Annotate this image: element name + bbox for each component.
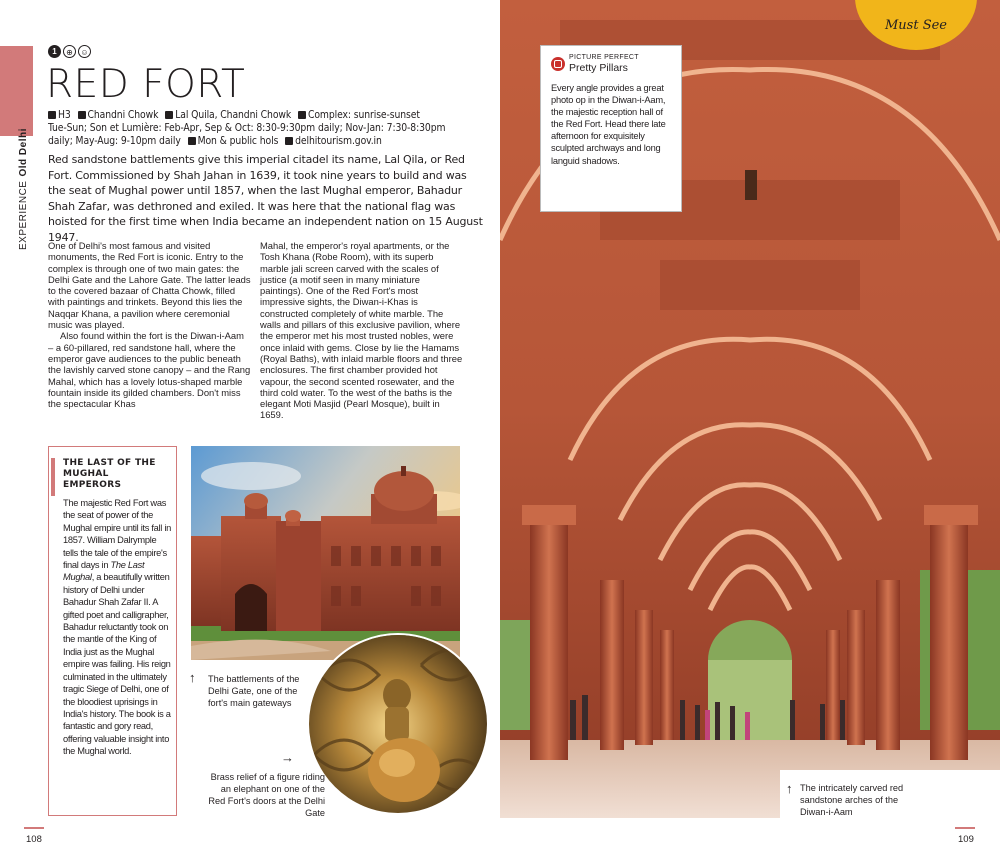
arches-caption-box (780, 770, 1000, 818)
arches-caption: The intricately carved red sandstone arches of the Diwan-i-Aam (800, 783, 904, 817)
hours-line-3: daily; May-Aug: 9-10pm daily (48, 135, 181, 147)
area-name: Old Delhi (18, 128, 29, 177)
page-number-rule (955, 827, 975, 829)
number-icon: 1 (48, 45, 61, 58)
fort-caption: The battlements of the Delhi Gate, one of the fort's main gateways (208, 674, 300, 708)
brass-relief-illustration (309, 635, 489, 815)
delhi-gate-photo (191, 446, 460, 660)
body-column-1 (48, 240, 251, 409)
body-paragraph: Also found within the fort is the Diwan-i-Aam – a 60-pillared, red sandstone hall, where the emperor gave audiences to the public beneath the lavishly carved stone canopy – and the Rang Mahal, which has a lovely lotus-shaped marble fountain inside its gilded chambers. Don't miss the spectacular Khas (48, 330, 251, 410)
right-page (500, 0, 1000, 868)
camera-icon (551, 57, 565, 71)
page-number: 108 (26, 834, 42, 845)
sidebar-title: THE LAST OF THE MUGHAL EMPERORS (63, 458, 156, 490)
arrow-right-icon: → (281, 750, 294, 765)
picture-perfect-title: Pretty Pillars (569, 62, 628, 74)
map-pin-icon: ⊕ (63, 45, 76, 58)
body-paragraph: One of Delhi's most famous and visited monuments, the Red Fort is iconic. Entry to the complex is through one of two main gates: the Delhi Gate and the Lahore Gate. The latter leads to the covered bazaar of Chatta Chowk, filled with paintings and trinkets. Beyond this lies the Naqqar Khana, a pavilion where ceremonial music was played. (48, 240, 251, 331)
metro-2: Lal Quila, Chandni Chowk (175, 109, 292, 121)
website-link[interactable]: delhitourism.gov.in (295, 135, 382, 147)
clock-icon (298, 111, 306, 119)
must-see-label: Must See (884, 18, 947, 33)
page-title: RED FORT (46, 62, 246, 107)
closed-days: Mon & public hols (197, 135, 279, 147)
closed-icon (188, 137, 196, 145)
hours-line-2: Tue-Sun; Son et Lumière: Feb-Apr, Sep & Oct: 8:30-9:30pm daily; Nov-Jan: 7:30-8:30pm (48, 122, 446, 134)
sidebar-text (63, 497, 173, 758)
arrow-up-icon: ↑ (786, 781, 793, 796)
page-number-rule (24, 827, 44, 829)
metro-icon (165, 111, 173, 119)
picture-perfect-text: Every angle provides a great photo op in the Diwan-i-Aam, the majestic reception hall of the Red Fort. Head there late afternoon for exquisitely sculpted archways and long languid shadows. (551, 83, 666, 166)
opening-hours: Complex: sunrise-sunset (307, 109, 420, 121)
grid-ref: H3 (58, 109, 71, 121)
sidebar-text-b: , a beautifully written history of Delhi under Bahadur Shah Zafar II. A gifted poet and calligrapher, Bahadur reluctantly took on the mantle of the King of India just as the Mughal empire was failing. His reign culminated in the ultimately tragic Siege of Delhi, one of the bloodiest uprisings in India's history. The book is a fantastic and gory read, offering valuable insight into the Mughal world. (63, 572, 171, 757)
sidebar-accent-bar (51, 458, 55, 496)
section-side-label (18, 128, 29, 250)
delhi-gate-illustration (191, 446, 460, 660)
visitor-info (48, 109, 488, 148)
page-number: 109 (958, 834, 974, 845)
section-name: EXPERIENCE (18, 180, 29, 250)
family-icon: ☺ (78, 45, 91, 58)
picture-perfect-box (540, 45, 682, 212)
feature-icons (48, 45, 91, 58)
brass-caption: Brass relief of a figure riding an elephant on one of the Red Fort's doors at the Delhi Gate (208, 772, 325, 818)
metro-1: Chandni Chowk (87, 109, 159, 121)
sidebar-box (48, 446, 177, 816)
sidebar-text-a: The majestic Red Fort was the seat of power of the Mughal empire until its fall in 1857. William Dalrymple tells the tale of the empire's final days in (63, 498, 171, 571)
intro-paragraph: Red sandstone battlements give this imperial citadel its name, Lal Qila, or Red Fort. Commissioned by Shah Jahan in 1639, it took nine years to build and was the seat of Mughal power until 1857, when the last Mughal emperor, Bahadur Shah Zafar, was dethroned and exiled. It was here that the national flag was hoisted for the first time when India became an independent nation on 15 August 1947. (48, 153, 483, 244)
sidebar-book-title: The Last Mughal (63, 560, 145, 583)
metro-icon (78, 111, 86, 119)
picture-perfect-kicker: PICTURE PERFECT (569, 54, 639, 61)
body-column-2 (260, 240, 463, 421)
web-icon (285, 137, 293, 145)
section-tab (0, 46, 33, 136)
body-paragraph: Mahal, the emperor's royal apartments, or the Tosh Khana (Robe Room), with its superb marble jali screen carved with the scales of justice (a motif seen in many miniature paintings). One of the Red Fort's most impressive sights, the Diwan-i-Khas is constructed completely of white marble. The walls and pillars of this exclusive pavilion, where the emperor met his most trusted nobles, were once inlaid with gems. Close by lie the Hamams (Royal Baths), with inlaid marble floors and three enclosures. The first chamber provided hot vapour, the second scented rosewater, and the third cold water. To the west of the baths is the elegant Moti Masjid (Pearl Mosque), built in 1659. (260, 240, 463, 421)
arrow-up-icon: ↑ (189, 670, 196, 685)
brass-relief-photo (307, 633, 489, 815)
map-icon (48, 111, 56, 119)
